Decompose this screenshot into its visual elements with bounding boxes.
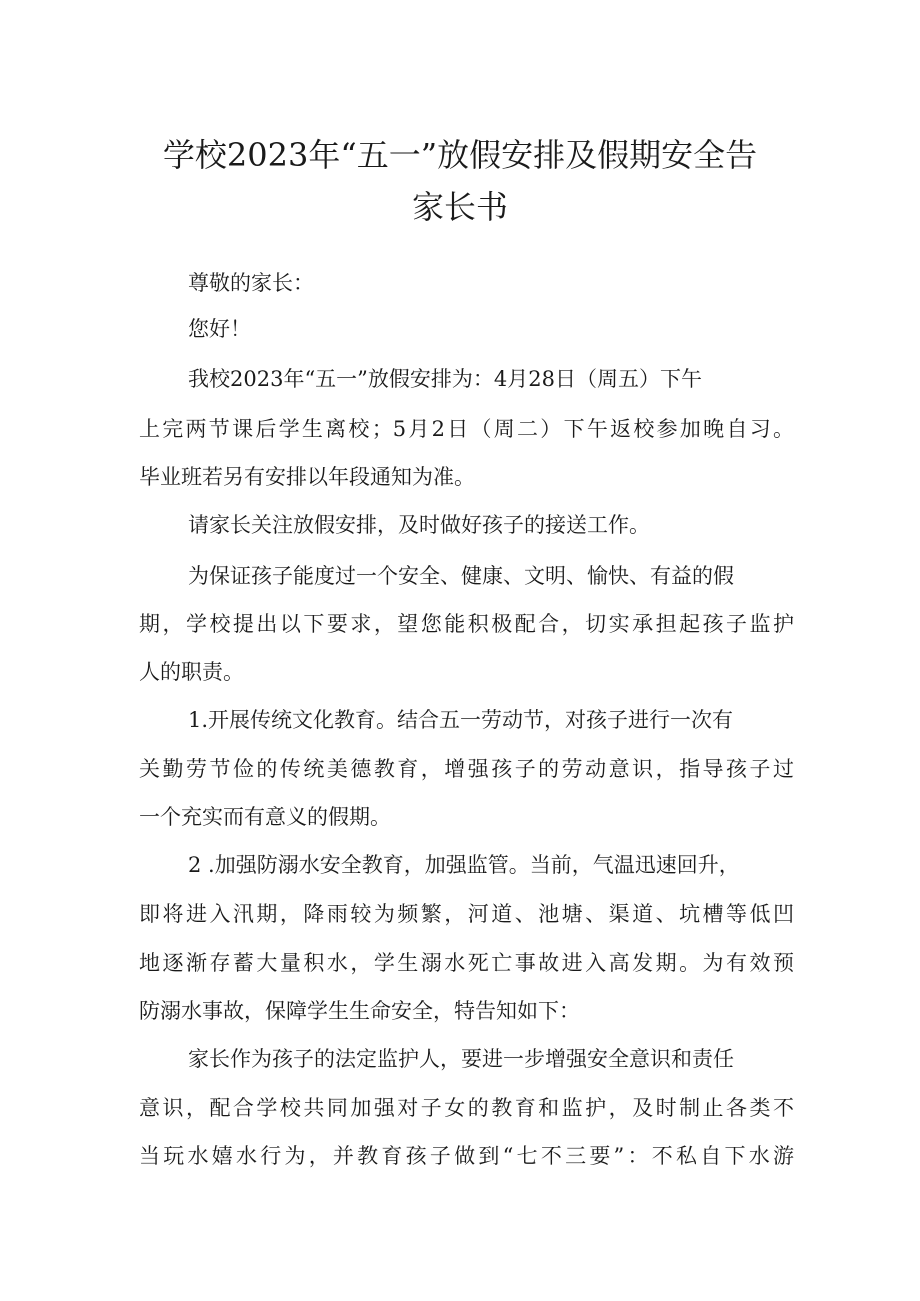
- document-title-line-1: 学校2023年“五一”放假安排及假期安全告: [162, 136, 758, 174]
- item-1-line-3: 一个充实而有意义的假期。: [139, 805, 391, 829]
- salutation: 尊敬的家长：: [188, 271, 314, 295]
- paragraph-guardian-line-2: 意识，配合学校共同加强对子女的教育和监护，及时制止各类不: [139, 1096, 794, 1120]
- paragraph-guardian-line-1: 家长作为孩子的法定监护人，要进一步增强安全意识和责任: [188, 1047, 734, 1071]
- item-2-line-3: 地逐渐存蓄大量积水，学生溺水死亡事故进入高发期。为有效预: [139, 951, 794, 975]
- item-2-line-1: 2 .加强防溺水安全教育，加强监管。当前，气温迅速回升，: [188, 853, 740, 877]
- paragraph-schedule-line-2: 上完两节课后学生离校；5月2日（周二）下午返校参加晚自习。: [139, 417, 794, 441]
- item-2-line-2: 即将进入汛期，降雨较为频繁，河道、池塘、渠道、坑槽等低凹: [139, 902, 794, 926]
- document-title-line-2: 家长书: [411, 188, 508, 226]
- greeting: 您好！: [188, 317, 251, 341]
- paragraph-requirements-line-2: 期，学校提出以下要求，望您能积极配合，切实承担起孩子监护: [139, 612, 794, 636]
- paragraph-requirements-line-1: 为保证孩子能度过一个安全、健康、文明、愉快、有益的假: [188, 564, 734, 588]
- paragraph-requirements-line-3: 人的职责。: [139, 660, 244, 684]
- item-1-line-2: 关勤劳节俭的传统美德教育，增强孩子的劳动意识，指导孩子过: [139, 757, 794, 781]
- item-1-line-1: 1.开展传统文化教育。结合五一劳动节，对孩子进行一次有: [188, 708, 734, 732]
- paragraph-pickup: 请家长关注放假安排，及时做好孩子的接送工作。: [188, 513, 650, 537]
- paragraph-guardian-line-3: 当玩水嬉水行为，并教育孩子做到“七不三要”：不私自下水游: [139, 1144, 794, 1168]
- item-2-line-4: 防溺水事故，保障学生生命安全，特告知如下：: [139, 999, 580, 1023]
- paragraph-schedule-line-1: 我校2023年“五一”放假安排为：4月28日（周五）下午: [188, 367, 702, 391]
- paragraph-schedule-line-3: 毕业班若另有安排以年段通知为准。: [139, 465, 475, 489]
